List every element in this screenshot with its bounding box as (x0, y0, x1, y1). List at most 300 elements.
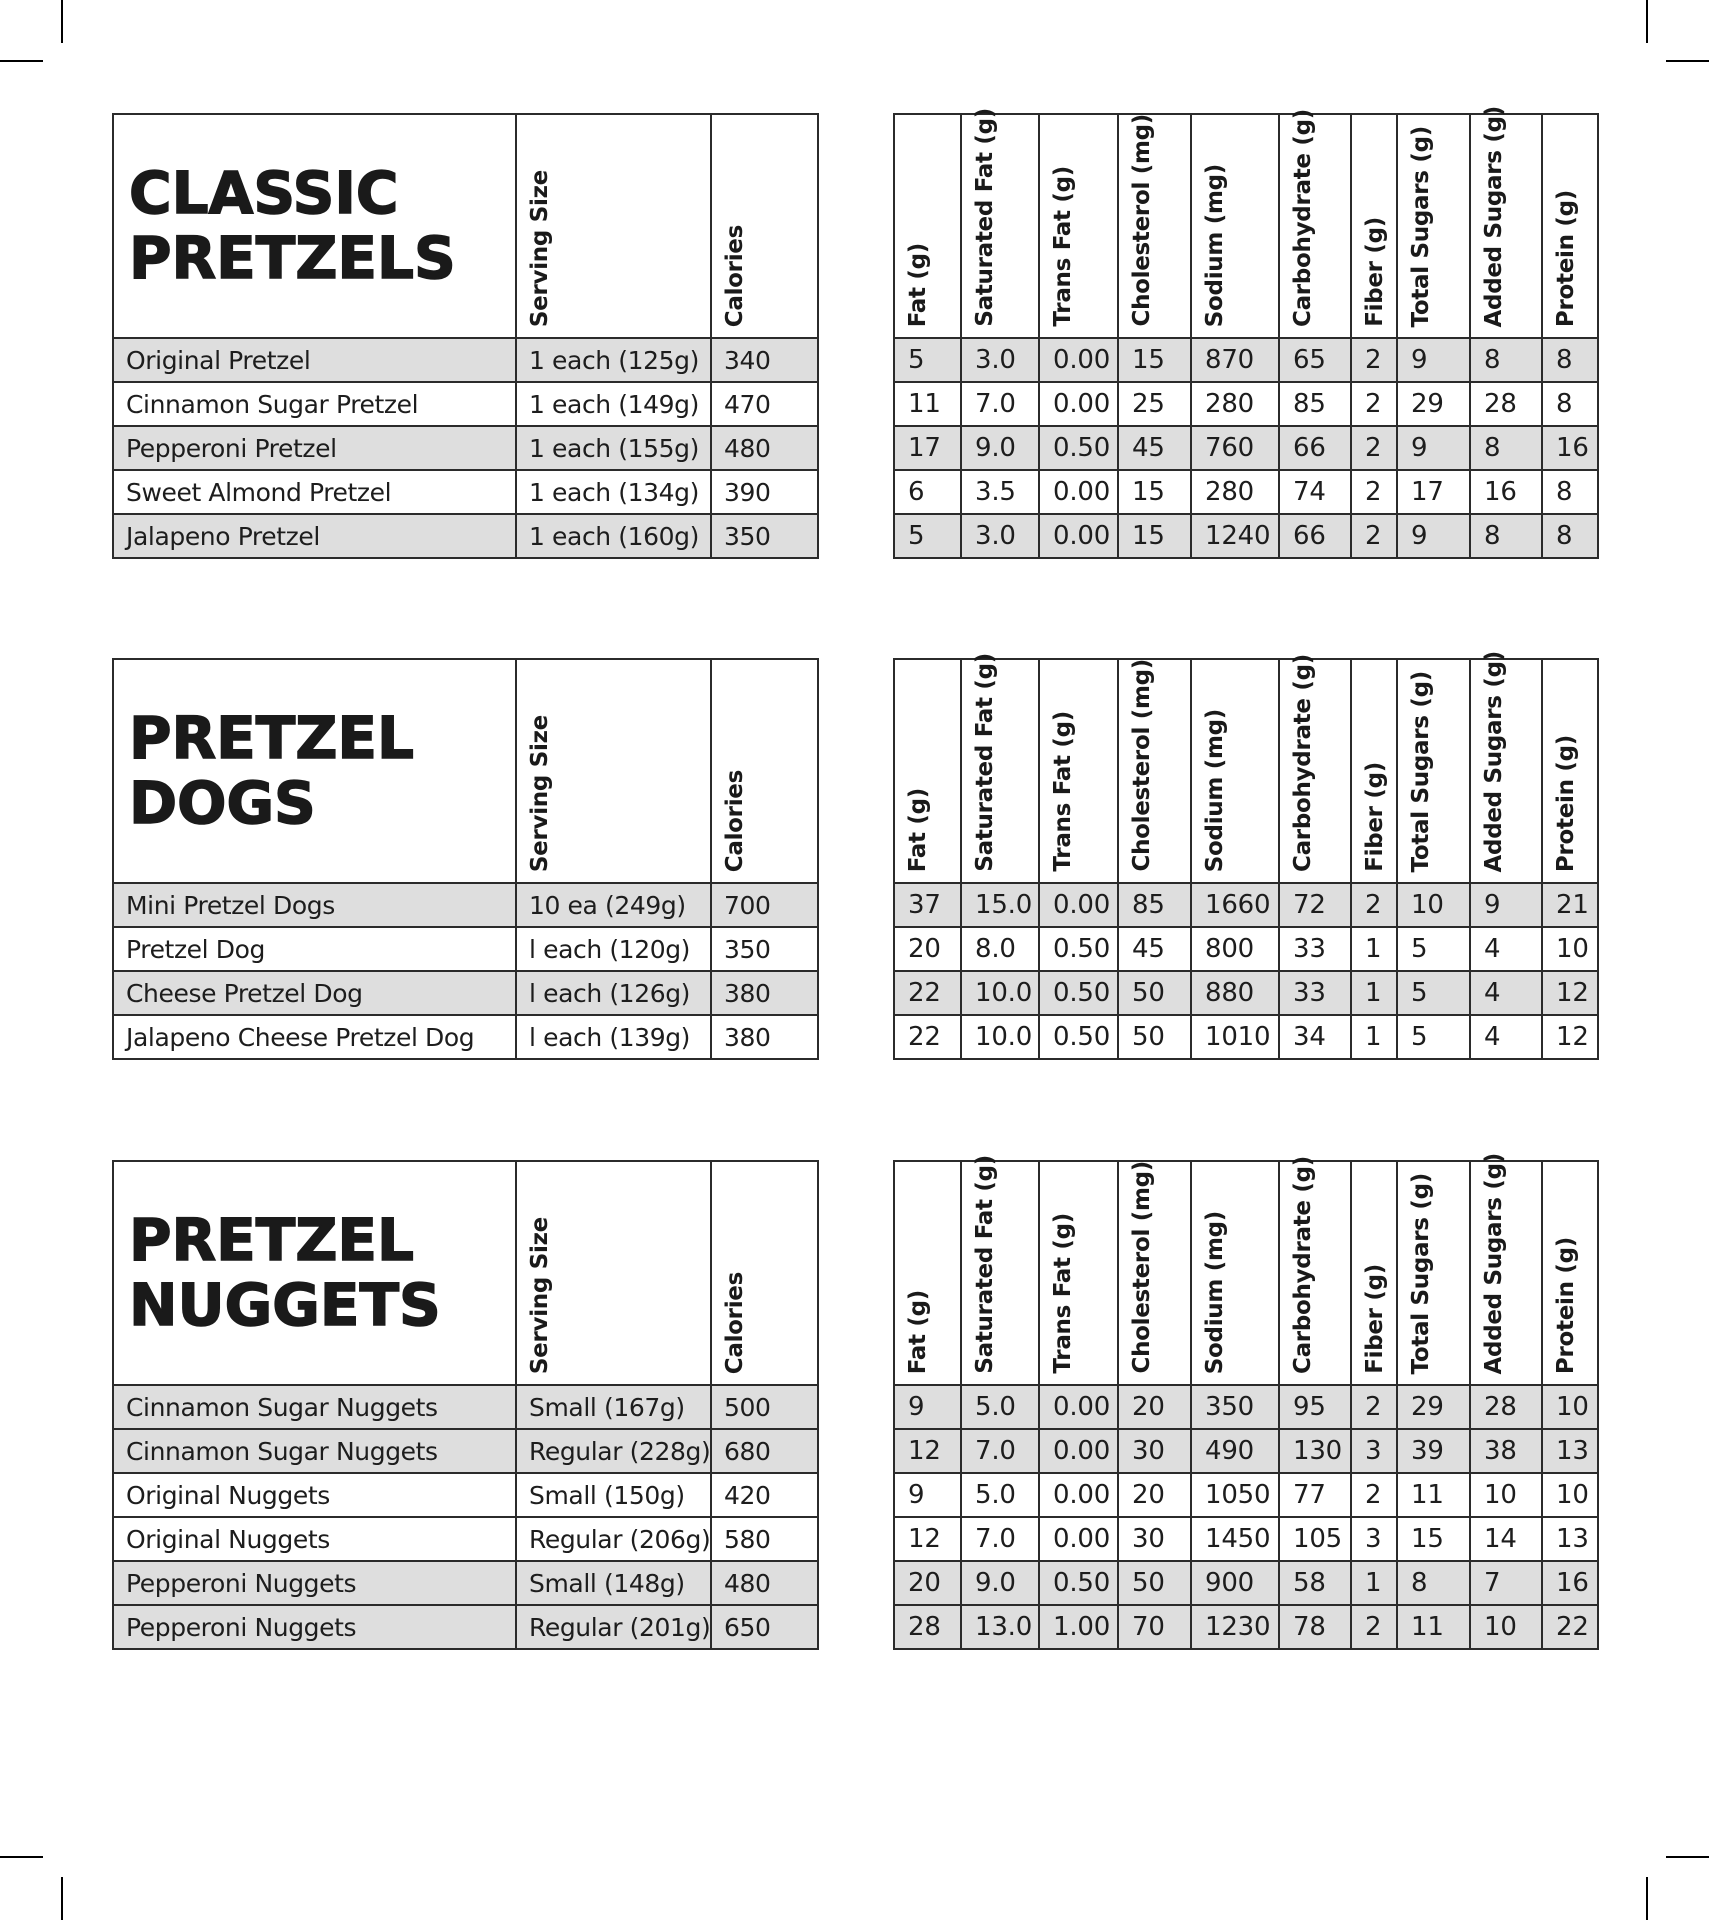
item-name: Pretzel Dog (113, 927, 516, 971)
serving-size-value: Regular (228g) (516, 1429, 711, 1473)
nutrition-value: 1 (1351, 1015, 1397, 1059)
nutrition-value: 8 (1542, 338, 1598, 382)
nutrition-value: 9 (894, 1385, 961, 1429)
table-row (894, 1517, 1598, 1561)
nutrition-value: 5 (1397, 1015, 1470, 1059)
nutrition-value: 2 (1351, 1473, 1397, 1517)
nutrition-value: 870 (1191, 338, 1279, 382)
table-row (113, 470, 818, 514)
item-name: Original Nuggets (113, 1517, 516, 1561)
nutrition-value: 2 (1351, 426, 1397, 470)
nutrition-value: 9.0 (961, 426, 1039, 470)
nutrition-value: 20 (894, 927, 961, 971)
nutrition-value: 0.00 (1039, 1385, 1118, 1429)
fiber-header-cell (1351, 1161, 1397, 1385)
added-sugars-header: Added Sugars (g) (1481, 105, 1507, 327)
nutrition-value: 11 (1397, 1605, 1470, 1649)
nutrition-value: 2 (1351, 470, 1397, 514)
serving-size-value: Small (148g) (516, 1561, 711, 1605)
nutrition-value: 0.50 (1039, 927, 1118, 971)
nutrition-value: 0.50 (1039, 971, 1118, 1015)
nutrition-value: 1240 (1191, 514, 1279, 558)
header-row (894, 114, 1598, 338)
nutrition-value: 85 (1279, 382, 1351, 426)
serving-size-value: l each (126g) (516, 971, 711, 1015)
nutrition-value: 5 (1397, 971, 1470, 1015)
table-row (113, 1561, 818, 1605)
item-name: Jalapeno Pretzel (113, 514, 516, 558)
header-row (894, 1161, 1598, 1385)
serving-size-value: Regular (201g) (516, 1605, 711, 1649)
nutrition-value: 17 (894, 426, 961, 470)
cholesterol-header: Cholesterol (mg) (1129, 1161, 1155, 1374)
nutrition-value: 9.0 (961, 1561, 1039, 1605)
calories-value: 380 (711, 1015, 818, 1059)
nutrition-value: 22 (1542, 1605, 1598, 1649)
nutrition-value: 65 (1279, 338, 1351, 382)
table-row (894, 382, 1598, 426)
calories-value: 350 (711, 927, 818, 971)
nutrition-value: 1010 (1191, 1015, 1279, 1059)
nutrition-value: 9 (1397, 426, 1470, 470)
nutrition-value: 4 (1470, 1015, 1542, 1059)
saturated-fat-header: Saturated Fat (g) (972, 108, 998, 327)
serving-size-header-cell (516, 659, 711, 883)
added-sugars-header: Added Sugars (g) (1481, 650, 1507, 872)
serving-size-header-cell (516, 1161, 711, 1385)
nutrition-value: 10 (1542, 1473, 1598, 1517)
pretzel-dogs-items-table (112, 658, 819, 1060)
item-name: Mini Pretzel Dogs (113, 883, 516, 927)
nutrition-value: 8 (1397, 1561, 1470, 1605)
nutrition-value: 74 (1279, 470, 1351, 514)
nutrition-value: 45 (1118, 426, 1191, 470)
nutrition-value: 8 (1542, 382, 1598, 426)
nutrition-value: 105 (1279, 1517, 1351, 1561)
nutrition-value: 0.00 (1039, 470, 1118, 514)
fat-header: Fat (g) (905, 242, 931, 327)
nutrition-value: 15 (1118, 338, 1191, 382)
fat-header: Fat (g) (905, 1289, 931, 1374)
calories-value: 350 (711, 514, 818, 558)
carbohydrate-header: Carbohydrate (g) (1290, 1156, 1316, 1374)
nutrition-value: 33 (1279, 927, 1351, 971)
nutrition-value: 8 (1470, 514, 1542, 558)
trans-fat-header-cell (1039, 659, 1118, 883)
table-row (894, 927, 1598, 971)
nutrition-value: 2 (1351, 514, 1397, 558)
nutrition-value: 1450 (1191, 1517, 1279, 1561)
calories-header: Calories (722, 769, 748, 872)
carbohydrate-header: Carbohydrate (g) (1290, 109, 1316, 327)
calories-value: 500 (711, 1385, 818, 1429)
table-row (894, 1015, 1598, 1059)
sodium-header-cell (1191, 1161, 1279, 1385)
nutrition-value: 20 (894, 1561, 961, 1605)
table-row (894, 514, 1598, 558)
nutrition-value: 29 (1397, 382, 1470, 426)
nutrition-value: 760 (1191, 426, 1279, 470)
total-sugars-header: Total Sugars (g) (1408, 125, 1434, 327)
table-row (894, 1561, 1598, 1605)
nutrition-value: 25 (1118, 382, 1191, 426)
table-row (113, 927, 818, 971)
nutrition-value: 5.0 (961, 1385, 1039, 1429)
crop-mark-bottom-right-horizontal (1666, 1856, 1709, 1858)
nutrition-value: 3.5 (961, 470, 1039, 514)
serving-size-value: Small (167g) (516, 1385, 711, 1429)
fiber-header: Fiber (g) (1362, 1264, 1388, 1374)
nutrition-value: 880 (1191, 971, 1279, 1015)
nutrition-value: 350 (1191, 1385, 1279, 1429)
nutrition-value: 7.0 (961, 1429, 1039, 1473)
nutrition-value: 28 (1470, 382, 1542, 426)
nutrition-value: 2 (1351, 883, 1397, 927)
nutrition-value: 16 (1542, 426, 1598, 470)
section-title-cell (113, 114, 516, 338)
nutrition-value: 20 (1118, 1473, 1191, 1517)
carbohydrate-header-cell (1279, 109, 1351, 338)
nutrition-value: 13 (1542, 1429, 1598, 1473)
nutrition-value: 28 (894, 1605, 961, 1649)
nutrition-value: 130 (1279, 1429, 1351, 1473)
nutrition-value: 77 (1279, 1473, 1351, 1517)
protein-header: Protein (g) (1553, 189, 1579, 327)
nutrition-value: 95 (1279, 1385, 1351, 1429)
nutrition-value: 10 (1542, 927, 1598, 971)
nutrition-value: 1660 (1191, 883, 1279, 927)
serving-size-header: Serving Size (527, 1216, 553, 1374)
table-row (894, 1429, 1598, 1473)
table-row (894, 971, 1598, 1015)
nutrition-value: 8 (1470, 426, 1542, 470)
nutrition-value: 9 (1470, 883, 1542, 927)
table-row (113, 514, 818, 558)
fat-header-cell (894, 659, 961, 883)
section-title-cell (113, 1161, 516, 1385)
table-row (113, 1385, 818, 1429)
nutrition-value: 8.0 (961, 927, 1039, 971)
added-sugars-header-cell (1470, 105, 1542, 338)
calories-value: 390 (711, 470, 818, 514)
nutrition-value: 4 (1470, 971, 1542, 1015)
item-name: Sweet Almond Pretzel (113, 470, 516, 514)
table-row (894, 1385, 1598, 1429)
total-sugars-header: Total Sugars (g) (1408, 670, 1434, 872)
nutrition-value: 39 (1397, 1429, 1470, 1473)
nutrition-value: 280 (1191, 382, 1279, 426)
table-row (894, 338, 1598, 382)
trans-fat-header: Trans Fat (g) (1050, 166, 1076, 327)
nutrition-value: 0.50 (1039, 426, 1118, 470)
saturated-fat-header-cell (961, 1155, 1039, 1385)
nutrition-value: 30 (1118, 1517, 1191, 1561)
cholesterol-header: Cholesterol (mg) (1129, 659, 1155, 872)
nutrition-value: 4 (1470, 927, 1542, 971)
serving-size-value: 1 each (134g) (516, 470, 711, 514)
calories-value: 680 (711, 1429, 818, 1473)
calories-header-cell (711, 114, 818, 338)
serving-size-value: Regular (206g) (516, 1517, 711, 1561)
nutrition-value: 12 (1542, 971, 1598, 1015)
nutrition-value: 17 (1397, 470, 1470, 514)
table-row (113, 338, 818, 382)
nutrition-value: 9 (1397, 338, 1470, 382)
carbohydrate-header: Carbohydrate (g) (1290, 654, 1316, 872)
fat-header-cell (894, 114, 961, 338)
nutrition-value: 0.00 (1039, 883, 1118, 927)
nutrition-value: 3 (1351, 1517, 1397, 1561)
nutrition-value: 11 (1397, 1473, 1470, 1517)
nutrition-value: 30 (1118, 1429, 1191, 1473)
section-title-cell (113, 659, 516, 883)
nutrition-value: 5.0 (961, 1473, 1039, 1517)
calories-header-cell (711, 659, 818, 883)
cholesterol-header-cell (1118, 114, 1191, 338)
table-row (894, 426, 1598, 470)
item-name: Pepperoni Pretzel (113, 426, 516, 470)
item-name: Original Pretzel (113, 338, 516, 382)
table-row (113, 1015, 818, 1059)
item-name: Cinnamon Sugar Pretzel (113, 382, 516, 426)
calories-header-cell (711, 1161, 818, 1385)
nutrition-value: 6 (894, 470, 961, 514)
nutrition-value: 2 (1351, 1385, 1397, 1429)
nutrition-value: 5 (1397, 927, 1470, 971)
nutrition-value: 800 (1191, 927, 1279, 971)
nutrition-value: 10.0 (961, 1015, 1039, 1059)
trans-fat-header: Trans Fat (g) (1050, 711, 1076, 872)
fiber-header: Fiber (g) (1362, 762, 1388, 872)
header-row (113, 1161, 818, 1385)
added-sugars-header-cell (1470, 650, 1542, 883)
sodium-header: Sodium (mg) (1202, 163, 1228, 327)
crop-mark-top-right-vertical (1646, 0, 1648, 43)
nutrition-value: 0.00 (1039, 1429, 1118, 1473)
nutrition-value: 10 (1470, 1605, 1542, 1649)
nutrition-value: 11 (894, 382, 961, 426)
calories-header: Calories (722, 1271, 748, 1374)
calories-value: 340 (711, 338, 818, 382)
calories-header: Calories (722, 224, 748, 327)
pretzel-nuggets-items-table (112, 1160, 819, 1650)
nutrition-value: 280 (1191, 470, 1279, 514)
serving-size-header: Serving Size (527, 714, 553, 872)
table-row (113, 1605, 818, 1649)
nutrition-value: 0.50 (1039, 1561, 1118, 1605)
pretzel-nuggets-nutrition-table (893, 1152, 1599, 1650)
nutrition-value: 15 (1118, 514, 1191, 558)
table-row (894, 470, 1598, 514)
nutrition-value: 21 (1542, 883, 1598, 927)
nutrition-value: 28 (1470, 1385, 1542, 1429)
nutrition-value: 20 (1118, 1385, 1191, 1429)
saturated-fat-header: Saturated Fat (g) (972, 1155, 998, 1374)
header-row (113, 114, 818, 338)
nutrition-value: 34 (1279, 1015, 1351, 1059)
sodium-header: Sodium (mg) (1202, 1210, 1228, 1374)
nutrition-value: 0.00 (1039, 338, 1118, 382)
protein-header-cell (1542, 659, 1598, 883)
calories-value: 470 (711, 382, 818, 426)
nutrition-value: 66 (1279, 426, 1351, 470)
nutrition-value: 29 (1397, 1385, 1470, 1429)
nutrition-value: 0.50 (1039, 1015, 1118, 1059)
serving-size-header: Serving Size (527, 169, 553, 327)
nutrition-value: 9 (894, 1473, 961, 1517)
table-row (894, 1473, 1598, 1517)
nutrition-value: 12 (1542, 1015, 1598, 1059)
fiber-header: Fiber (g) (1362, 217, 1388, 327)
item-name: Cinnamon Sugar Nuggets (113, 1429, 516, 1473)
crop-mark-bottom-left-horizontal (0, 1856, 43, 1858)
cholesterol-header-cell (1118, 1161, 1191, 1385)
nutrition-value: 15.0 (961, 883, 1039, 927)
serving-size-value: 10 ea (249g) (516, 883, 711, 927)
nutrition-value: 3.0 (961, 514, 1039, 558)
calories-value: 480 (711, 1561, 818, 1605)
nutrition-value: 7.0 (961, 382, 1039, 426)
protein-header-cell (1542, 114, 1598, 338)
nutrition-value: 38 (1470, 1429, 1542, 1473)
table-row (113, 426, 818, 470)
calories-value: 480 (711, 426, 818, 470)
nutrition-value: 12 (894, 1517, 961, 1561)
calories-value: 650 (711, 1605, 818, 1649)
carbohydrate-header-cell (1279, 654, 1351, 883)
carbohydrate-header-cell (1279, 1156, 1351, 1385)
nutrition-value: 7 (1470, 1561, 1542, 1605)
nutrition-value: 45 (1118, 927, 1191, 971)
section-title: PRETZEL DOGS (129, 704, 414, 837)
nutrition-value: 8 (1470, 338, 1542, 382)
serving-size-value: l each (139g) (516, 1015, 711, 1059)
item-name: Original Nuggets (113, 1473, 516, 1517)
calories-value: 580 (711, 1517, 818, 1561)
nutrition-value: 1 (1351, 927, 1397, 971)
total-sugars-header-cell (1397, 1161, 1470, 1385)
cholesterol-header-cell (1118, 659, 1191, 883)
nutrition-value: 1 (1351, 1561, 1397, 1605)
serving-size-header-cell (516, 114, 711, 338)
added-sugars-header: Added Sugars (g) (1481, 1152, 1507, 1374)
protein-header-cell (1542, 1161, 1598, 1385)
nutrition-value: 16 (1470, 470, 1542, 514)
nutrition-value: 14 (1470, 1517, 1542, 1561)
serving-size-value: l each (120g) (516, 927, 711, 971)
header-row (894, 659, 1598, 883)
nutrition-value: 7.0 (961, 1517, 1039, 1561)
fat-header-cell (894, 1161, 961, 1385)
nutrition-value: 10 (1470, 1473, 1542, 1517)
nutrition-value: 5 (894, 514, 961, 558)
nutrition-value: 3 (1351, 1429, 1397, 1473)
table-row (113, 1517, 818, 1561)
nutrition-value: 15 (1397, 1517, 1470, 1561)
nutrition-value: 490 (1191, 1429, 1279, 1473)
total-sugars-header-cell (1397, 659, 1470, 883)
nutrition-value: 66 (1279, 514, 1351, 558)
table-row (894, 1605, 1598, 1649)
nutrition-value: 2 (1351, 338, 1397, 382)
item-name: Pepperoni Nuggets (113, 1605, 516, 1649)
serving-size-value: 1 each (160g) (516, 514, 711, 558)
nutrition-value: 900 (1191, 1561, 1279, 1605)
sodium-header-cell (1191, 114, 1279, 338)
nutrition-value: 9 (1397, 514, 1470, 558)
crop-mark-top-left-horizontal (0, 60, 43, 62)
calories-value: 380 (711, 971, 818, 1015)
classic-pretzels-items-table (112, 113, 819, 559)
nutrition-value: 12 (894, 1429, 961, 1473)
total-sugars-header-cell (1397, 114, 1470, 338)
table-row (894, 883, 1598, 927)
nutrition-value: 5 (894, 338, 961, 382)
item-name: Cinnamon Sugar Nuggets (113, 1385, 516, 1429)
cholesterol-header: Cholesterol (mg) (1129, 114, 1155, 327)
serving-size-value: 1 each (155g) (516, 426, 711, 470)
fat-header: Fat (g) (905, 787, 931, 872)
crop-mark-top-left-vertical (61, 0, 63, 43)
table-row (113, 1429, 818, 1473)
nutrition-value: 85 (1118, 883, 1191, 927)
nutrition-value: 10 (1397, 883, 1470, 927)
crop-mark-bottom-left-vertical (61, 1877, 63, 1920)
added-sugars-header-cell (1470, 1152, 1542, 1385)
table-row (113, 1473, 818, 1517)
trans-fat-header-cell (1039, 1161, 1118, 1385)
nutrition-value: 13.0 (961, 1605, 1039, 1649)
table-row (113, 971, 818, 1015)
nutrition-value: 3.0 (961, 338, 1039, 382)
protein-header: Protein (g) (1553, 1236, 1579, 1374)
crop-mark-top-right-horizontal (1666, 60, 1709, 62)
trans-fat-header: Trans Fat (g) (1050, 1213, 1076, 1374)
calories-value: 700 (711, 883, 818, 927)
nutrition-value: 10.0 (961, 971, 1039, 1015)
nutrition-value: 15 (1118, 470, 1191, 514)
item-name: Pepperoni Nuggets (113, 1561, 516, 1605)
nutrition-value: 16 (1542, 1561, 1598, 1605)
nutrition-value: 78 (1279, 1605, 1351, 1649)
saturated-fat-header-cell (961, 653, 1039, 883)
nutrition-value: 1230 (1191, 1605, 1279, 1649)
nutrition-value: 0.00 (1039, 514, 1118, 558)
serving-size-value: 1 each (125g) (516, 338, 711, 382)
table-row (113, 883, 818, 927)
nutrition-value: 50 (1118, 971, 1191, 1015)
nutrition-value: 0.00 (1039, 1517, 1118, 1561)
header-row (113, 659, 818, 883)
nutrition-value: 0.00 (1039, 1473, 1118, 1517)
section-title: PRETZEL NUGGETS (129, 1206, 441, 1339)
trans-fat-header-cell (1039, 114, 1118, 338)
nutrition-value: 72 (1279, 883, 1351, 927)
serving-size-value: 1 each (149g) (516, 382, 711, 426)
sodium-header: Sodium (mg) (1202, 708, 1228, 872)
nutrition-value: 50 (1118, 1015, 1191, 1059)
nutrition-value: 58 (1279, 1561, 1351, 1605)
nutrition-value: 13 (1542, 1517, 1598, 1561)
nutrition-value: 8 (1542, 514, 1598, 558)
item-name: Jalapeno Cheese Pretzel Dog (113, 1015, 516, 1059)
nutrition-value: 0.00 (1039, 382, 1118, 426)
serving-size-value: Small (150g) (516, 1473, 711, 1517)
nutrition-value: 1.00 (1039, 1605, 1118, 1649)
nutrition-value: 10 (1542, 1385, 1598, 1429)
nutrition-value: 1050 (1191, 1473, 1279, 1517)
nutrition-value: 50 (1118, 1561, 1191, 1605)
